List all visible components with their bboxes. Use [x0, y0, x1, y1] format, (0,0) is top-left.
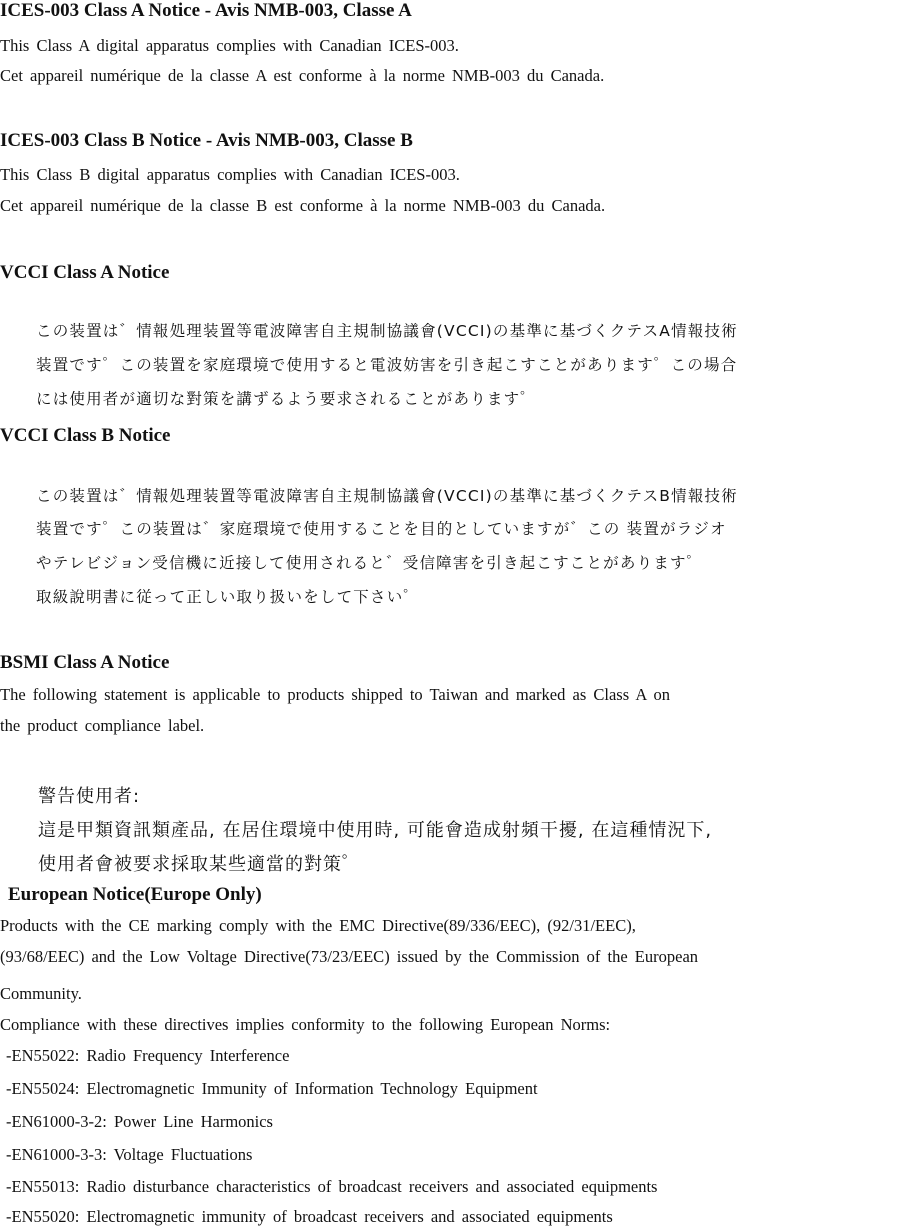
- vcci-b-line-4: 取級說明書に従って正しい取り扱いをして下さい゜: [36, 588, 421, 606]
- vcci-b-line-1: この装置は゛情報処理装置等電波障害自主規制協議會(VCCI)の基準に基づくクテスB情報技術: [36, 487, 738, 505]
- bsmi-warning-line-2: 這是甲類資訊類產品, 在居住環境中使用時, 可能會造成射頻干擾, 在這種情況下,: [38, 820, 713, 841]
- bsmi-a-heading: BSMI Class A Notice: [0, 652, 170, 673]
- european-norm-2: -EN55024: Electromagnetic Immunity of Information Technology Equipment: [6, 1079, 538, 1098]
- european-line-4: Compliance with these directives implies conformity to the following European Norms:: [0, 1015, 611, 1034]
- european-line-2: (93/68/EEC) and the Low Voltage Directive(73/23/EEC) issued by the Commission of the European: [0, 947, 699, 966]
- european-line-1: Products with the CE marking comply with the EMC Directive(89/336/EEC), (92/31/EEC),: [0, 916, 636, 935]
- vcci-b-line-2: 装置です゜この装置は゛家庭環境で使用することを目的としていますが゛この 装置がラジオ: [36, 520, 727, 538]
- european-line-3: Community.: [0, 984, 82, 1003]
- ices-a-line-1: This Class A digital apparatus complies with Canadian ICES-003.: [0, 36, 459, 55]
- european-heading: European Notice(Europe Only): [8, 884, 262, 905]
- ices-b-heading: ICES-003 Class B Notice - Avis NMB-003, Classe B: [0, 130, 413, 151]
- ices-a-line-2: Cet appareil numérique de la classe A est conforme à la norme NMB-003 du Canada.: [0, 66, 605, 85]
- vcci-a-line-1: この装置は゛情報処理装置等電波障害自主規制協議會(VCCI)の基準に基づくクテスA情報技術: [36, 322, 738, 340]
- european-norm-1: -EN55022: Radio Frequency Interference: [6, 1046, 290, 1065]
- ices-a-heading: ICES-003 Class A Notice - Avis NMB-003, Classe A: [0, 0, 412, 21]
- european-norm-3: -EN61000-3-2: Power Line Harmonics: [6, 1112, 273, 1131]
- european-norm-4: -EN61000-3-3: Voltage Fluctuations: [6, 1145, 253, 1164]
- bsmi-warning-line-3: 使用者會被要求採取某些適當的對策゜: [38, 854, 361, 875]
- ices-b-line-2: Cet appareil numérique de la classe B est conforme à la norme NMB-003 du Canada.: [0, 196, 606, 215]
- bsmi-a-line-1: The following statement is applicable to products shipped to Taiwan and marked as Class A on: [0, 685, 670, 704]
- bsmi-warning-line-1: 警告使用者:: [38, 786, 141, 807]
- european-norm-5: -EN55013: Radio disturbance characteristics of broadcast receivers and associated equipments: [6, 1177, 658, 1196]
- ices-b-line-1: This Class B digital apparatus complies with Canadian ICES-003.: [0, 165, 460, 184]
- vcci-a-line-2: 装置です゜この装置を家庭環境で使用すると電波妨害を引き起こすことがあります゜この場合: [36, 356, 738, 374]
- vcci-a-line-3: には使用者が適切な對策を講ずるよう要求されることがあります゜: [36, 390, 538, 408]
- vcci-b-heading: VCCI Class B Notice: [0, 425, 171, 446]
- vcci-a-heading: VCCI Class A Notice: [0, 262, 170, 283]
- vcci-b-line-3: やテレビジョン受信機に近接して使用されると゛受信障害を引き起こすことがあります゜: [36, 554, 704, 572]
- bsmi-a-line-2: the product compliance label.: [0, 716, 205, 735]
- european-norm-6: -EN55020: Electromagnetic immunity of broadcast receivers and associated equipments: [6, 1207, 613, 1226]
